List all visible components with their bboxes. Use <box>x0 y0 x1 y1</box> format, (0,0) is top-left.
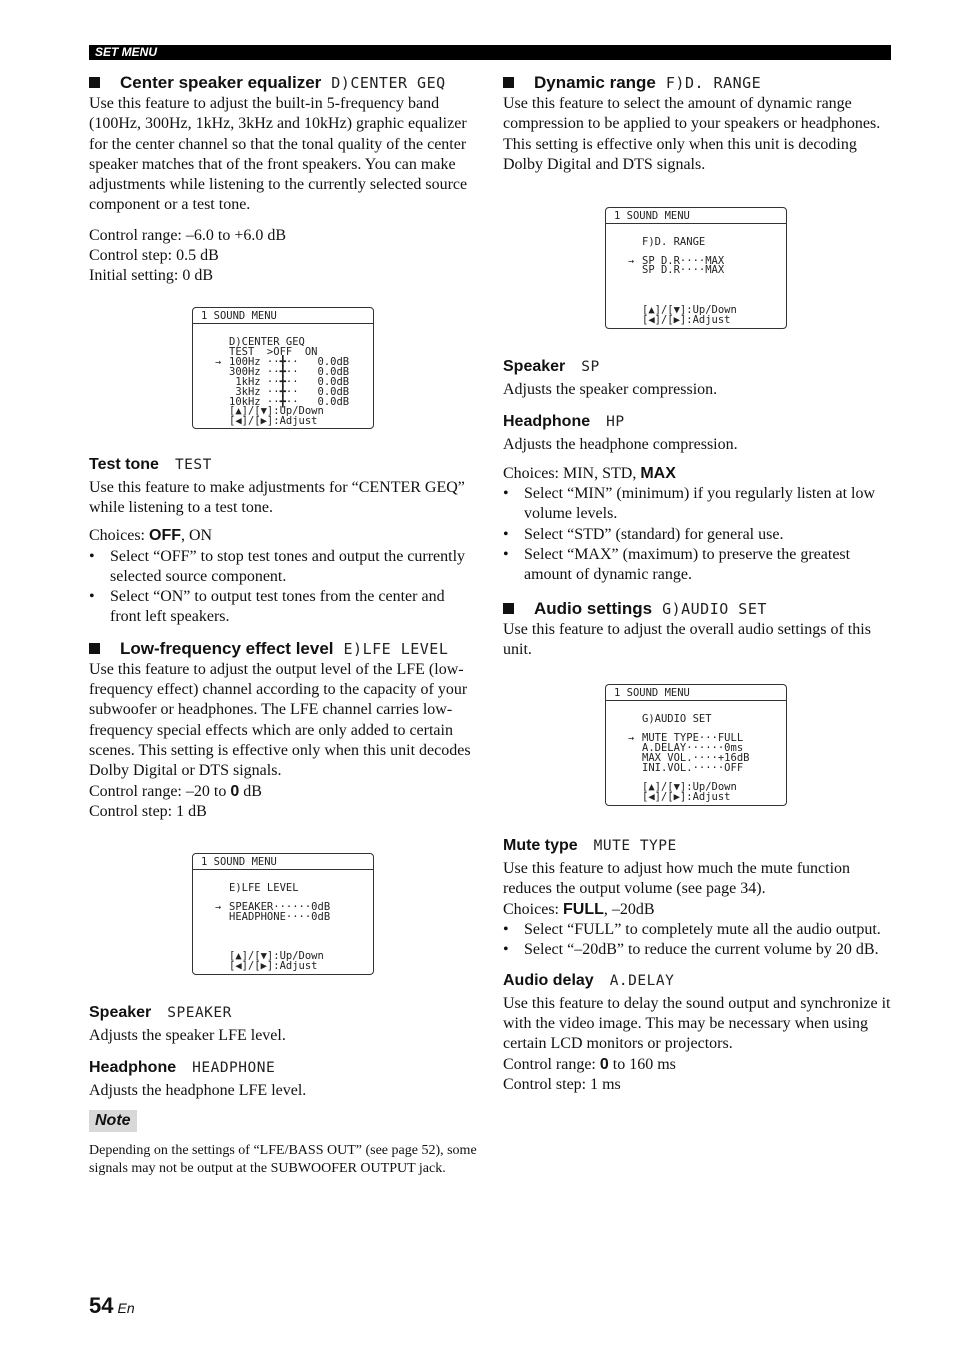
lcd-header: 1 SOUND MENU <box>193 308 373 324</box>
cursor-arrow-icon: → <box>215 356 222 368</box>
test-tone-title: Test tone <box>89 455 159 473</box>
audio-delay-title: Audio delay <box>503 971 594 989</box>
center-geq-lcd <box>192 307 374 429</box>
lcd-line: MUTE TYPE···FULL <box>642 732 744 745</box>
center-geq-title: Center speaker equalizer <box>120 73 322 92</box>
lfe-lcd <box>192 853 374 975</box>
lfe-range: Control range: –20 to 0 dB <box>89 782 262 800</box>
drange-code: F)D. RANGE <box>665 74 762 92</box>
list-item: • Select “OFF” to stop test tones and output the currently selected source component. <box>89 547 479 588</box>
drange-speaker-code: SP <box>581 359 600 376</box>
lfe-code: E)LFE LEVEL <box>343 639 449 658</box>
lfe-headphone-title: Headphone <box>89 1059 177 1077</box>
lcd-line: [▲]/[▼]:Up/Down <box>229 404 324 417</box>
audio-delay-code: A.DELAY <box>609 972 675 989</box>
page-number <box>89 1293 135 1319</box>
drange-bullets <box>503 484 895 585</box>
audio-delay-range: Control range: 0 to 160 ms <box>503 1055 676 1073</box>
audio-heading <box>503 598 895 620</box>
cursor-arrow-icon: → <box>628 256 635 268</box>
lcd-line: [▲]/[▼]:Up/Down <box>229 950 324 963</box>
lfe-headphone-desc: Adjusts the headphone LFE level. <box>89 1082 307 1100</box>
lcd-line: MAX VOL.····+16dB <box>642 752 750 765</box>
lcd-line: SPEAKER······0dB <box>229 901 331 914</box>
lcd-header: 1 SOUND MENU <box>606 208 786 224</box>
lcd-line: [▲]/[▼]:Up/Down <box>642 304 737 317</box>
lfe-speaker-title: Speaker <box>89 1004 152 1022</box>
lcd-line: [◀]/[▶]:Adjust <box>229 414 318 427</box>
list-item: • Select “MAX” (maximum) to preserve the greatest amount of dynamic range. <box>503 545 895 586</box>
square-bullet-icon <box>503 77 514 88</box>
lfe-headphone-code: HEADPHONE <box>192 1060 276 1077</box>
list-item: • Select “STD” (standard) for general use. <box>503 525 895 545</box>
drange-headphone-title: Headphone <box>503 413 591 431</box>
audio-code: G)AUDIO SET <box>662 599 767 618</box>
lcd-line: SP D.R····MAX <box>642 264 725 277</box>
lfe-speaker-code: SPEAKER <box>167 1005 232 1022</box>
drange-desc: Use this feature to select the amount of dynamic range compression to be applied to your speakers or headphones. This setting is effective only when this unit is decoding Dolby Digital and DTS signals. <box>503 95 881 173</box>
lfe-title: Low-frequency effect level <box>120 638 334 658</box>
drange-heading <box>503 72 895 94</box>
lcd-line: E)LFE LEVEL <box>229 882 299 895</box>
lcd-line: 10kHz ··╋·· 0.0dB <box>229 395 350 408</box>
cursor-arrow-icon: → <box>628 733 635 745</box>
center-geq-initial: Initial setting: 0 dB <box>89 267 213 285</box>
lcd-line: 1kHz ··╋·· 0.0dB <box>229 375 350 388</box>
lfe-desc: Use this feature to adjust the output level of the LFE (low-frequency effect) channel according to the capacity of your subwoofer or headphones. The LFE channel carries low-frequency special effects which are only added to certain scenes. This setting is effective only when this unit decodes Dolby Digital or DTS signals. <box>89 660 471 780</box>
square-bullet-icon <box>503 603 514 614</box>
list-item: • Select “MIN” (minimum) if you regularly listen at low volume levels. <box>503 484 895 525</box>
drange-speaker-heading <box>503 357 895 377</box>
lcd-header: 1 SOUND MENU <box>606 685 786 701</box>
lcd-line: G)AUDIO SET <box>642 713 712 726</box>
lfe-headphone-heading <box>89 1058 479 1078</box>
page-number-value: 54 <box>89 1293 114 1318</box>
mute-type-desc: Use this feature to adjust how much the mute function reduces the output volume (see page 34). <box>503 860 851 898</box>
center-geq-range: Control range: –6.0 to +6.0 dB <box>89 226 287 244</box>
lcd-line: D)CENTER GEQ <box>229 335 305 348</box>
lcd-line: 3kHz ··╋·· 0.0dB <box>229 385 350 398</box>
lcd-line: TEST >OFF ON <box>229 345 318 358</box>
header-bar <box>89 45 891 60</box>
audio-lcd <box>605 684 787 806</box>
list-item: • Select “ON” to output test tones from the center and front left speakers. <box>89 587 479 628</box>
test-tone-heading <box>89 455 479 475</box>
drange-speaker-title: Speaker <box>503 358 566 376</box>
lfe-speaker-heading <box>89 1003 479 1023</box>
drange-speaker-desc: Adjusts the speaker compression. <box>503 381 718 399</box>
lcd-header: 1 SOUND MENU <box>193 854 373 870</box>
mute-type-heading <box>503 836 895 856</box>
drange-lcd <box>605 207 787 329</box>
center-geq-step: Control step: 0.5 dB <box>89 247 219 265</box>
lcd-line: [◀]/[▶]:Adjust <box>642 314 731 327</box>
lcd-line: [▲]/[▼]:Up/Down <box>642 781 737 794</box>
lcd-line: [◀]/[▶]:Adjust <box>229 960 318 973</box>
lcd-line: A.DELAY······0ms <box>642 742 744 755</box>
right-column <box>503 72 895 1095</box>
lfe-heading <box>89 638 479 660</box>
test-tone-code: TEST <box>174 456 212 473</box>
lcd-line: SP D.R····MAX <box>642 255 725 268</box>
list-item: • Select “FULL” to completely mute all the audio output. <box>503 920 895 940</box>
list-item: • Select “–20dB” to reduce the current volume by 20 dB. <box>503 940 895 960</box>
lfe-speaker-desc: Adjusts the speaker LFE level. <box>89 1027 286 1045</box>
audio-title: Audio settings <box>534 598 653 618</box>
cursor-arrow-icon: → <box>215 902 222 914</box>
lcd-line: F)D. RANGE <box>642 236 706 249</box>
test-tone-choices: Choices: OFF, ON <box>89 527 213 545</box>
mute-type-bullets <box>503 920 895 961</box>
language-code: En <box>117 1300 135 1316</box>
audio-delay-step: Control step: 1 ms <box>503 1075 621 1093</box>
center-geq-code: D)CENTER GEQ <box>331 74 446 92</box>
drange-headphone-heading <box>503 412 895 432</box>
note-text: Depending on the settings of “LFE/BASS OUT” (see page 52), some signals may not be output at the SUBWOOFER OUTPUT jack. <box>89 1142 477 1177</box>
center-geq-heading <box>89 72 479 94</box>
square-bullet-icon <box>89 643 100 654</box>
lcd-line: INI.VOL.·····OFF <box>642 762 744 775</box>
mute-type-choices: Choices: FULL, –20dB <box>503 900 655 918</box>
drange-headphone-desc: Adjusts the headphone compression. <box>503 436 738 454</box>
lcd-line: HEADPHONE····0dB <box>229 911 331 924</box>
drange-headphone-code: HP <box>606 414 625 431</box>
lcd-line: [◀]/[▶]:Adjust <box>642 791 731 804</box>
section-label: SET MENU <box>95 45 158 59</box>
drange-choices: Choices: MIN, STD, MAX <box>503 464 676 482</box>
lcd-line: 300Hz ··╋·· 0.0dB <box>229 365 350 378</box>
drange-title: Dynamic range <box>534 73 656 92</box>
audio-delay-heading <box>503 971 895 991</box>
lfe-step: Control step: 1 dB <box>89 802 207 820</box>
audio-delay-desc: Use this feature to delay the sound output and synchronize it with the video image. This may be necessary when using certain LCD monitors or projectors. <box>503 994 891 1053</box>
left-column <box>89 72 479 1179</box>
test-tone-desc: Use this feature to make adjustments for “CENTER GEQ” while listening to a test tone. <box>89 478 465 516</box>
mute-type-title: Mute type <box>503 837 578 855</box>
square-bullet-icon <box>89 77 100 88</box>
center-geq-desc: Use this feature to adjust the built-in 5-frequency band (100Hz, 300Hz, 1kHz, 3kHz and 10kHz) graphic equalizer for the center channel so that the tonal quality of the center speaker matches that of the front speakers. You can make adjustments while listening to the currently selected source component or a test tone. <box>89 95 468 214</box>
audio-desc: Use this feature to adjust the overall audio settings of this unit. <box>503 620 871 658</box>
mute-type-code: MUTE TYPE <box>593 838 677 855</box>
test-tone-bullets <box>89 547 479 628</box>
note-label: Note <box>89 1110 137 1132</box>
lcd-line: 100Hz ··╋·· 0.0dB <box>229 355 350 368</box>
